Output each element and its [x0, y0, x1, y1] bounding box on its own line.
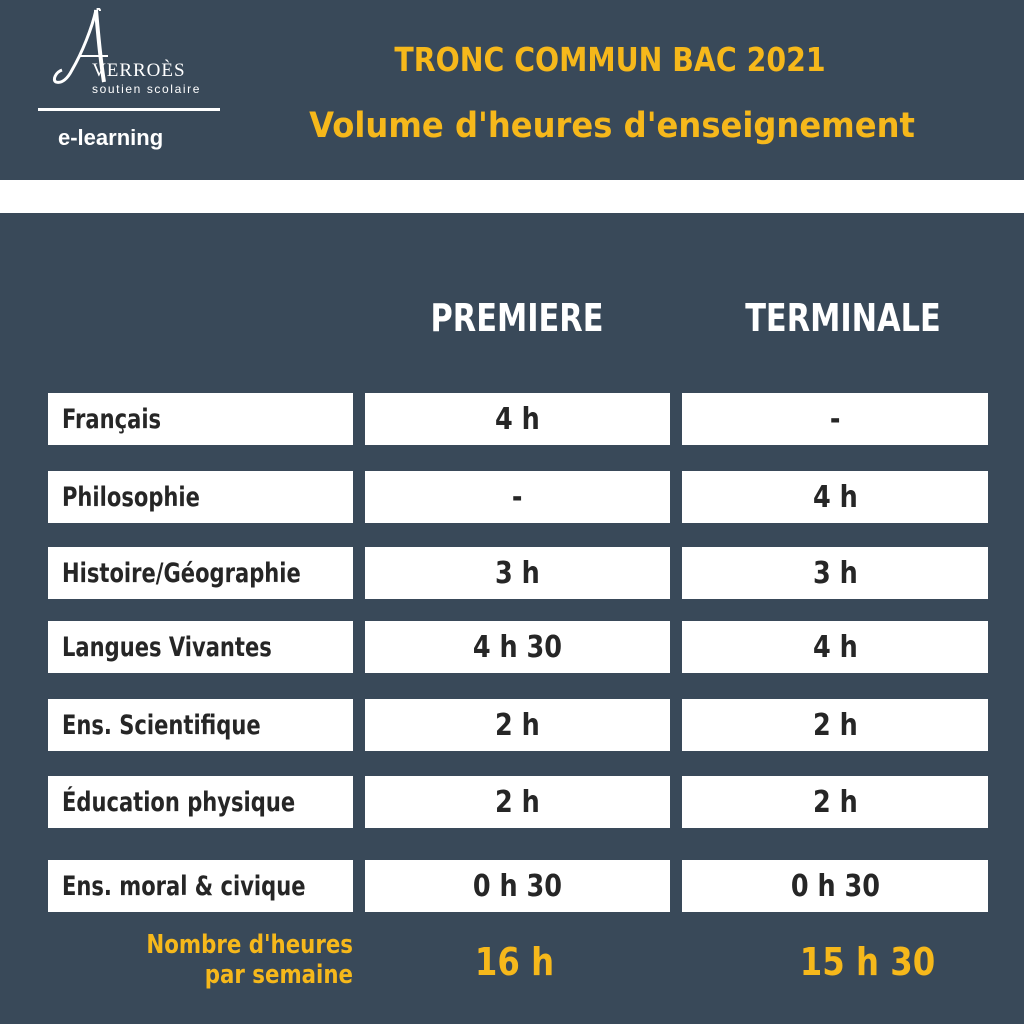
table-cell-premiere: 4 h — [365, 393, 670, 445]
page-subtitle: Volume d'heures d'enseignement — [309, 106, 915, 146]
table-cell-terminale: 2 h — [682, 776, 988, 828]
total-hours-label — [60, 930, 353, 990]
table-cell-premiere: 0 h 30 — [365, 860, 670, 912]
table-cell-terminale: 2 h — [682, 699, 988, 751]
column-header-premiere: PREMIERE — [430, 296, 604, 340]
table-row-subject: Histoire/Géographie — [48, 547, 353, 599]
logo-name: VERROÈS — [92, 60, 186, 81]
table-cell-premiere: 2 h — [365, 699, 670, 751]
table-cell-premiere: 3 h — [365, 547, 670, 599]
table-cell-premiere: 2 h — [365, 776, 670, 828]
table-row-subject: Langues Vivantes — [48, 621, 353, 673]
total-terminale: 15 h 30 — [799, 940, 936, 984]
logo-subtitle: soutien scolaire — [92, 82, 201, 96]
table-row-subject: Éducation physique — [48, 776, 353, 828]
table-cell-premiere: - — [365, 471, 670, 523]
table-cell-terminale: 4 h — [682, 621, 988, 673]
table-cell-terminale: - — [682, 393, 988, 445]
total-premiere: 16 h — [474, 940, 555, 984]
page-title: TRONC COMMUN BAC 2021 — [394, 40, 826, 79]
table-cell-terminale: 0 h 30 — [682, 860, 988, 912]
column-header-terminale: TERMINALE — [745, 296, 941, 340]
table-row-subject: Philosophie — [48, 471, 353, 523]
table-cell-terminale: 3 h — [682, 547, 988, 599]
table-cell-terminale: 4 h — [682, 471, 988, 523]
table-row-subject: Ens. moral & civique — [48, 860, 353, 912]
table-cell-premiere: 4 h 30 — [365, 621, 670, 673]
total-hours-label-line1: Nombre d'heures — [146, 930, 353, 960]
total-hours-label-line2: par semaine — [204, 960, 353, 990]
logo-elearning: e-learning — [58, 125, 164, 150]
table-row-subject: Français — [48, 393, 353, 445]
table-row-subject: Ens. Scientifique — [48, 699, 353, 751]
